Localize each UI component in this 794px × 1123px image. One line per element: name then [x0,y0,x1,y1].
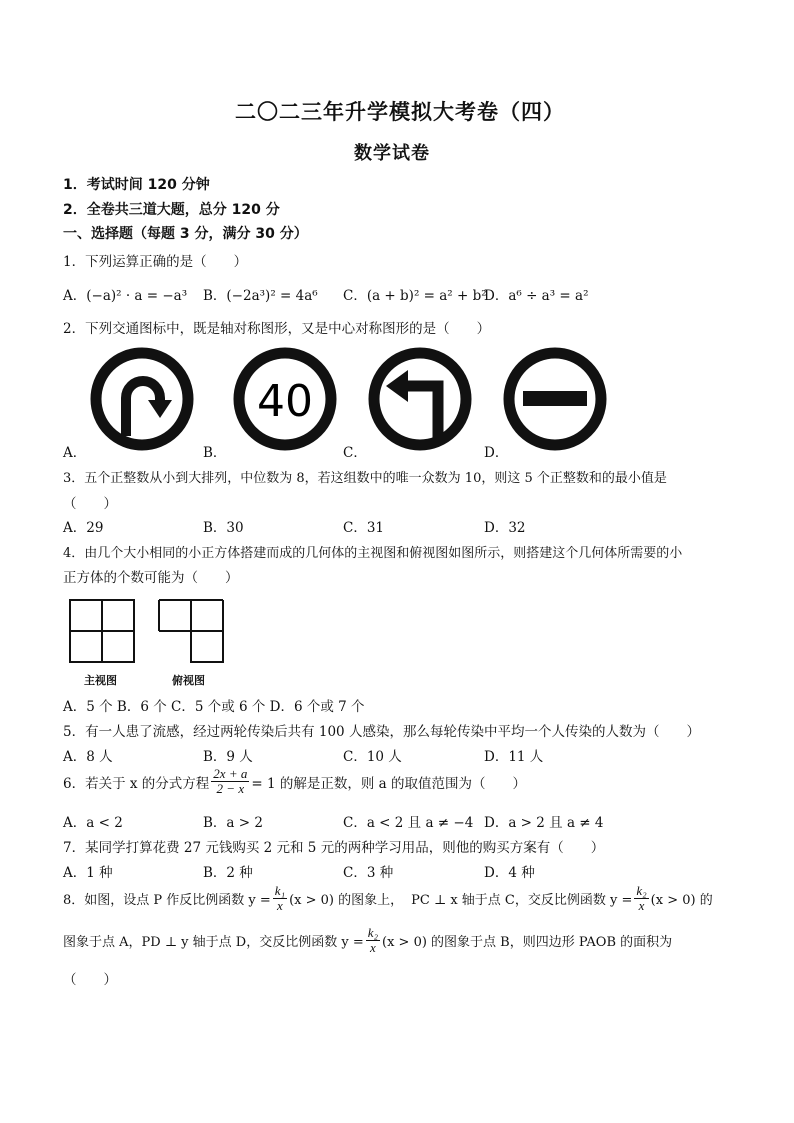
q2-stem: 2．下列交通图标中，既是轴对称图形，又是中心对称图形的是（ ） [63,321,491,337]
q6-frac-num: 2x + a [213,766,248,781]
speed-limit-40-sign-icon [239,353,331,445]
q1-option-d: D．a⁶ ÷ a³ = a² [484,288,589,304]
q2-label-a: A． [63,445,87,461]
q6-frac-den: 2 − x [216,781,245,796]
q3-stem-line1: 3．五个正整数从小到大排列，中位数为 8，若这组数中的唯一众数为 10，则这 5 个正整数和的最小值是 [63,471,667,486]
q3-option-c: C．31 [343,520,385,536]
q4-stem-line2: 正方体的个数可能为（ ） [63,570,239,586]
q7-option-b: B．2 种 [203,865,253,881]
q8-x2: x [638,898,645,913]
front-view-label: 主视图 [84,674,117,687]
q8-line2-b: (x > 0) 的图象于点 B，则四边形 PAOB 的面积为 [382,935,673,950]
q1-option-b: B．(−2a³)² = 4a⁶ [203,288,318,304]
q5-option-c: C．10 人 [343,749,402,765]
q8-line1-c: PC ⊥ x 轴于点 C，交反比例函数 y = [411,893,633,908]
q3-option-d: D．32 [484,520,526,536]
view-figures [66,596,236,668]
q7-option-a: A．1 种 [63,865,113,881]
q8-x3: x [369,940,376,955]
q1-option-a: A．(−a)² · a = −a³ [63,288,188,304]
q6-stem-post: = 1 的解是正数，则 a 的取值范围为（ ） [251,775,526,792]
q2-label-b: B． [203,445,227,461]
q8-x1: x [277,898,283,913]
q8-frac-k2a [634,884,648,913]
q8-line2 [63,926,672,955]
q1-stem: 1．下列运算正确的是（ ） [63,254,248,270]
left-turn-sign-icon [374,353,466,445]
exam-title: 二〇二三年升学模拟大考卷（四） [235,100,565,124]
q3-option-a: A．29 [63,520,104,536]
q6-option-c: C．a < 2 且 a ≠ −4 [343,815,474,831]
q8-frac-k2b [366,926,380,955]
q8-line1-a: 8．如图，设点 P 作反比例函数 y = [63,893,271,908]
q3-stem-line2: （ ） [63,496,117,512]
q5-option-d: D．11 人 [484,749,544,765]
q6-option-b: B．a > 2 [203,815,263,831]
q2-label-d: D． [484,445,509,461]
sign-b-number: 40 [257,376,313,427]
front-view-figure [70,600,134,662]
q6-stem [63,767,526,796]
q5-stem: 5．有一人患了流感，经过两轮传染后共有 100 人感染，那么每轮传染中平均一个人传染的人数为（ ） [63,724,700,740]
q7-stem: 7．某同学打算花费 27 元钱购买 2 元和 5 元的两种学习用品，则他的购买方案有（ ） [63,840,605,856]
traffic-signs-figure [80,340,620,455]
q6-option-d: D．a > 2 且 a ≠ 4 [484,815,604,831]
q7-option-c: C．3 种 [343,865,394,881]
q1-option-c: C．(a + b)² = a² + b² [343,288,487,304]
no-entry-sign-icon [509,353,601,445]
q8-k2a: k₂ [636,883,647,898]
q6-stem-pre: 6．若关于 x 的分式方程 [63,775,210,792]
q8-line1 [63,884,713,913]
q8-line2-a: 图象于点 A，PD ⊥ y 轴于点 D，交反比例函数 y = [63,935,364,950]
q2-label-c: C． [343,445,367,461]
q7-option-d: D．4 种 [484,865,535,881]
exam-subtitle: 数学试卷 [354,143,430,164]
q8-line1-d: (x > 0) 的 [650,893,713,908]
top-view-figure [159,600,223,662]
section-heading: 一、选择题（每题 3 分，满分 30 分） [63,226,308,242]
q8-k2b: k₂ [367,925,379,940]
top-view-label: 俯视图 [172,674,205,687]
q4-options: A．5 个 B．6 个 C．5 个或 6 个 D．6 个或 7 个 [63,699,365,715]
q6-option-a: A．a < 2 [63,815,123,831]
q3-option-b: B．30 [203,520,244,536]
u-turn-sign-icon [96,353,188,445]
q8-k1: k₁ [274,883,286,898]
q6-fraction [211,767,249,796]
note-1: 1．考试时间 120 分钟 [63,177,210,193]
q8-line1-b: (x > 0) 的图象上， [289,893,404,908]
note-2: 2．全卷共三道大题，总分 120 分 [63,202,280,218]
q5-option-b: B．9 人 [203,749,253,765]
q4-stem-line1: 4．由几个大小相同的小正方体搭建而成的几何体的主视图和俯视图如图所示，则搭建这个几何体所需要的小 [63,546,683,561]
q5-option-a: A．8 人 [63,749,113,765]
q8-line3: （ ） [63,972,117,988]
q8-frac-k1 [273,884,287,913]
